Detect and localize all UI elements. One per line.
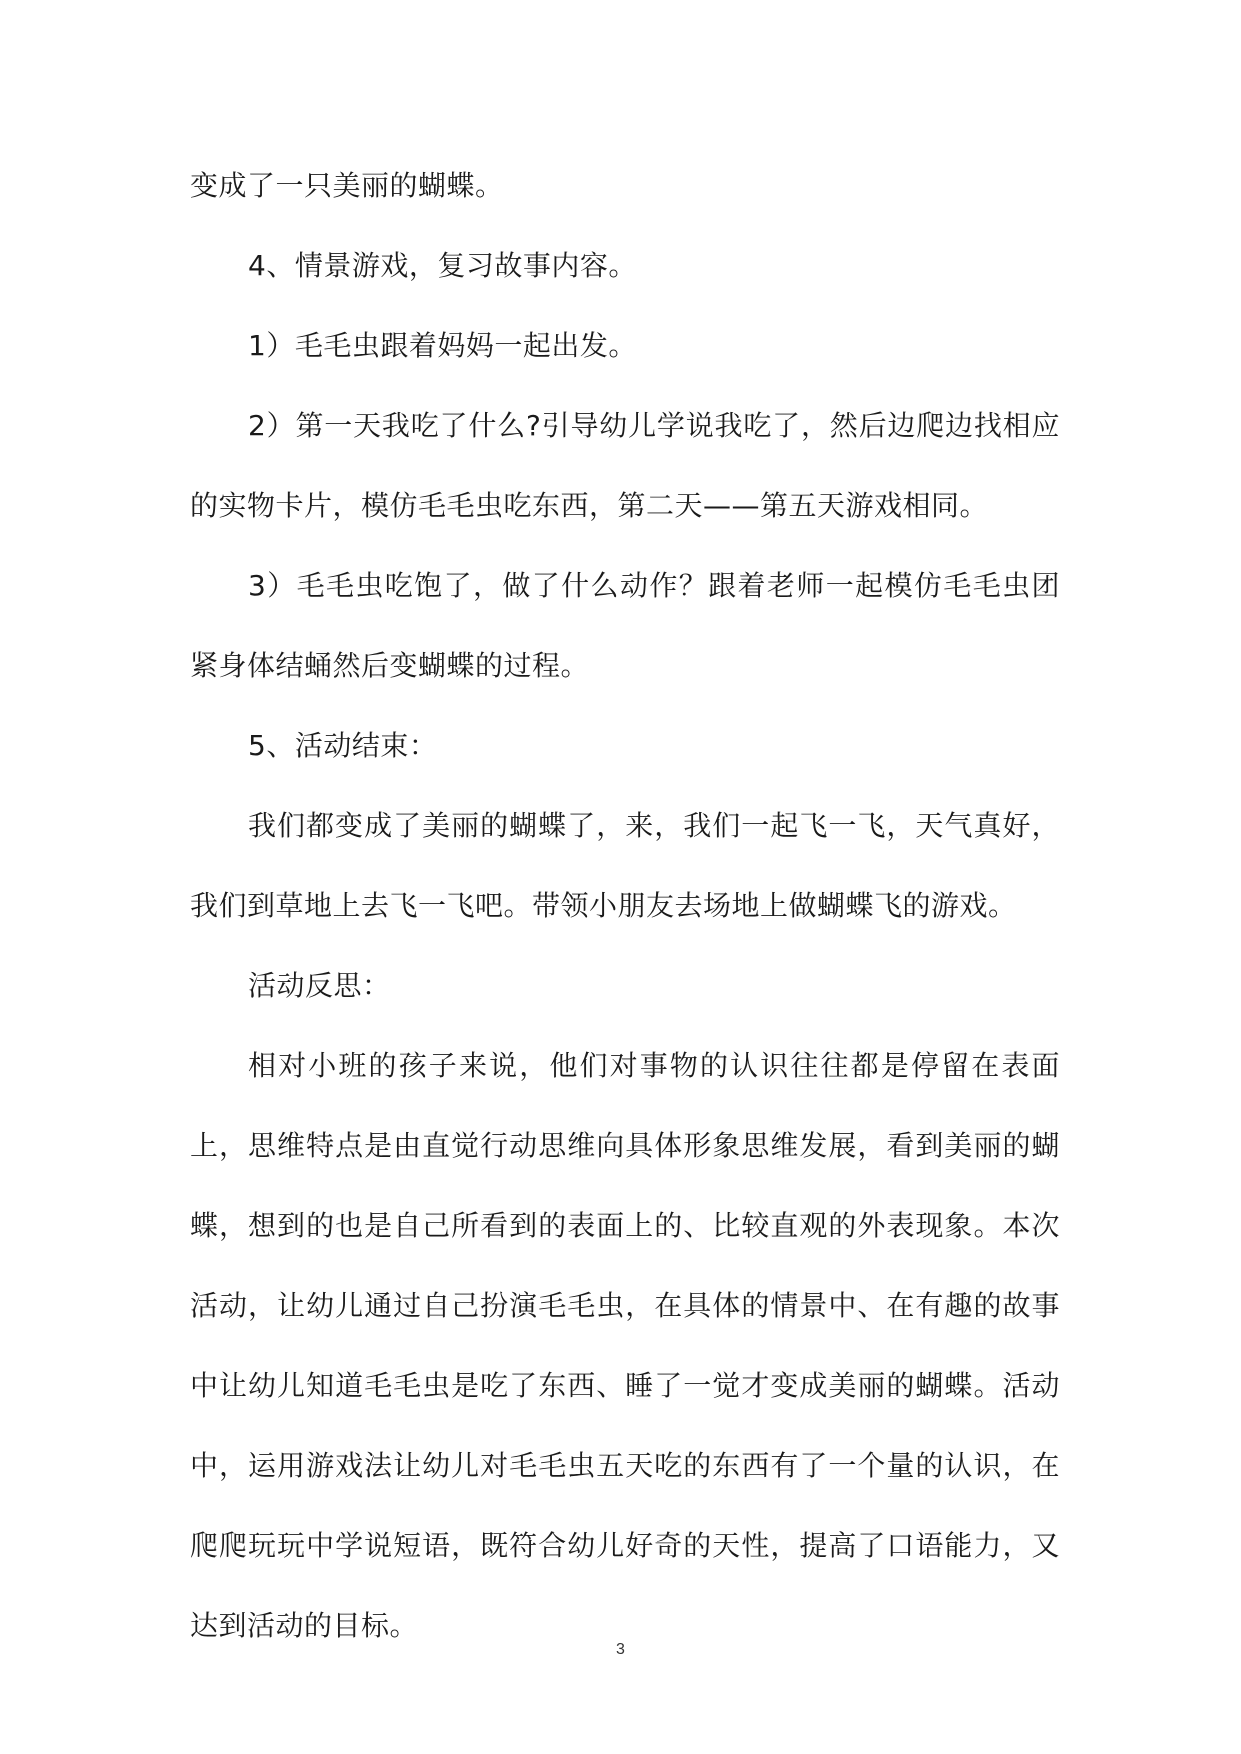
paragraph-substep-2: 2）第一天我吃了什么?引导幼儿学说我吃了，然后边爬边找相应的实物卡片，模仿毛毛虫吃东西，第二天——第五天游戏相同。 [190, 409, 1060, 522]
paragraph-continuation: 变成了一只美丽的蝴蝶。 [190, 169, 504, 202]
paragraph-reflection: 相对小班的孩子来说，他们对事物的认识往往都是停留在表面上，思维特点是由直觉行动思维向具体形象思维发展，看到美丽的蝴蝶，想到的也是自己所看到的表面上的、比较直观的外表现象。本次活动，让幼儿通过自己扮演毛毛虫，在具体的情景中、在有趣的故事中让幼儿知道毛毛虫是吃了东西、睡了一觉才变成美丽的蝴蝶。活动中，运用游戏法让幼儿对毛毛虫五天吃的东西有了一个量的认识，在爬爬玩玩中学说短语，既符合幼儿好奇的天性，提高了口语能力，又达到活动的目标。 [190, 1049, 1060, 1642]
paragraph-activity-end: 我们都变成了美丽的蝴蝶了，来，我们一起飞一飞，天气真好，我们到草地上去飞一飞吧。带领小朋友去场地上做蝴蝶飞的游戏。 [190, 809, 1060, 922]
page-number: 3 [616, 1641, 625, 1658]
paragraph-step-4: 4、情景游戏，复习故事内容。 [248, 249, 637, 282]
paragraph-step-5: 5、活动结束： [248, 729, 438, 762]
paragraph-substep-1: 1）毛毛虫跟着妈妈一起出发。 [248, 329, 637, 362]
section-heading-reflection: 活动反思： [248, 969, 391, 1002]
paragraph-substep-3: 3）毛毛虫吃饱了，做了什么动作？跟着老师一起模仿毛毛虫团紧身体结蛹然后变蝴蝶的过程。 [190, 569, 1060, 682]
body-text [190, 146, 1060, 1666]
